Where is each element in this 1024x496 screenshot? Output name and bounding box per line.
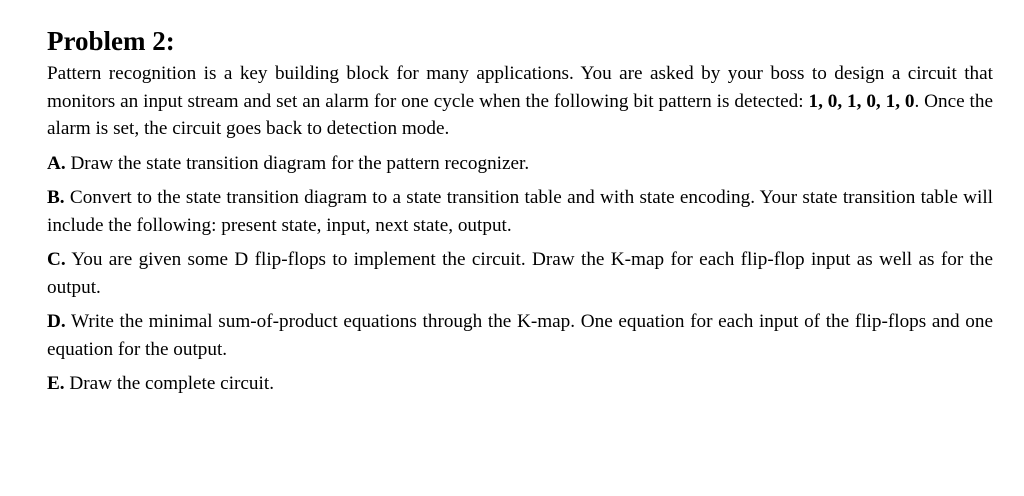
part-e-text: Draw the complete circuit.	[69, 373, 274, 394]
problem-document	[47, 26, 993, 405]
part-c-label: C.	[47, 249, 66, 270]
part-e-label: E.	[47, 373, 65, 394]
problem-intro	[47, 60, 993, 143]
part-a-text: Draw the state transition diagram for the pattern recognizer.	[70, 152, 530, 174]
problem-title: Problem 2:	[47, 26, 175, 56]
part-b-label: B.	[47, 187, 65, 208]
bit-pattern: 1, 0, 1, 0, 1, 0	[808, 90, 915, 112]
intro-text: Pattern recognition is a key building block for many applications. You are asked by your boss to design a circuit that monitors an input stream and set an alarm for one cycle when the following bit pattern is detected:	[47, 63, 993, 112]
intro-text-end: . Once the alarm is set, the circuit goes back to detection mode.	[47, 90, 994, 139]
part-b-text: Convert to the state transition diagram to a state transition table and with state encoding. Your state transition table will include the following: present state, input, next state, output.	[47, 187, 994, 236]
part-c-text: You are given some D flip-flops to implement the circuit. Draw the K-map for each flip-flop input as well as for the output.	[47, 249, 994, 298]
part-a-label: A.	[47, 152, 66, 174]
part-b	[47, 184, 993, 239]
part-d-label: D.	[47, 311, 66, 332]
part-c	[47, 246, 993, 301]
part-d-text: Write the minimal sum-of-product equations through the K-map. One equation for each input of the flip-flops and one equation for the output.	[47, 311, 993, 360]
part-a	[47, 150, 993, 178]
part-d	[47, 308, 993, 363]
part-e	[47, 370, 993, 398]
